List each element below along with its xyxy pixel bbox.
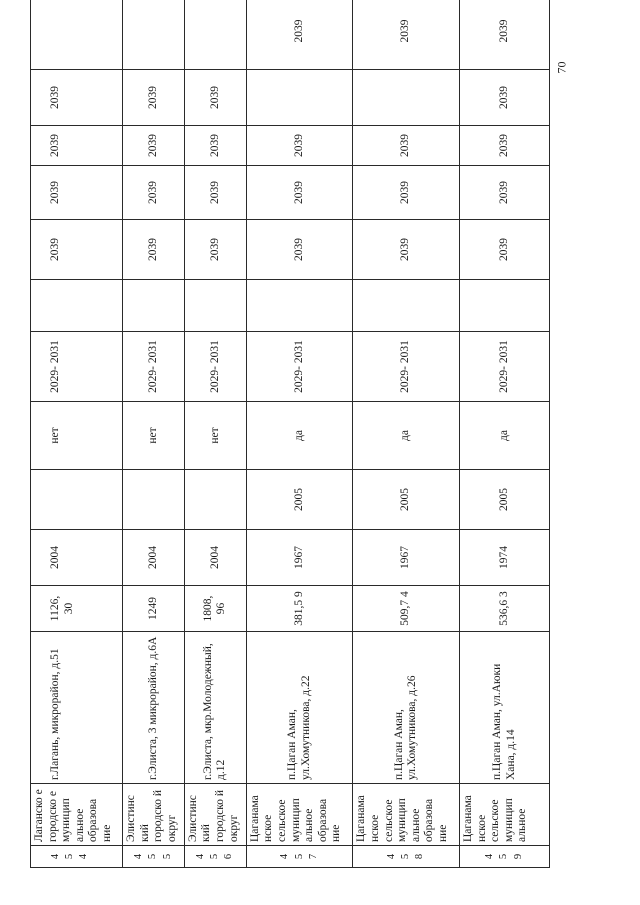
row-number-digit: 4 [78,853,90,860]
area-cell: 509,7 4 [353,586,460,632]
period-cell: 2029- 2031 [246,332,353,402]
row-number-digit: 5 [498,853,510,860]
empty-cell [184,280,246,332]
year-2039-cell: 2039 [184,166,246,220]
row-number-cell [460,846,550,868]
year-2039-cell: 2039 [460,126,550,166]
year-2039-cell: 2039 [353,126,460,166]
year-2039-cell [246,70,353,126]
document-table-rotated [30,19,550,868]
year-built-cell: 2004 [31,530,123,586]
year-cell: 2005 [353,470,460,530]
year-2039-cell [353,70,460,126]
address-cell: г.Элиста, мкр.Молодежный, д.12 [184,632,246,784]
table-row [184,0,246,868]
table-row [460,0,550,868]
table-row [246,0,353,868]
year-2039-cell: 2039 [460,166,550,220]
year-2039-cell [122,0,184,70]
year-2039-cell: 2039 [353,166,460,220]
flag-cell: да [460,402,550,470]
address-cell: п.Цаган Аман, ул.Хомутникова, д.26 [353,632,460,784]
buildings-table [30,0,550,868]
row-number-digit: 6 [223,853,235,860]
flag-cell: да [353,402,460,470]
address-cell: п.Цаган Аман, ул.Хомутникова, д.22 [246,632,353,784]
year-2039-cell: 2039 [122,166,184,220]
row-number-digit: 5 [293,853,305,860]
year-built-cell: 1974 [460,530,550,586]
year-built-cell: 1967 [246,530,353,586]
year-2039-cell: 2039 [246,166,353,220]
address-cell: г.Элиста, 3 микрорайон, д.6А [122,632,184,784]
row-number-digit: 7 [307,853,319,860]
table-row [31,0,123,868]
year-2039-cell: 2039 [122,220,184,280]
row-number-digit: 4 [279,853,291,860]
year-built-cell: 2004 [122,530,184,586]
municipality-cell: Лаганско е городско е муницип альное образова ние [31,784,123,846]
flag-cell: нет [184,402,246,470]
year-2039-cell: 2039 [31,166,123,220]
period-cell: 2029- 2031 [353,332,460,402]
year-2039-cell: 2039 [353,0,460,70]
year-cell [184,470,246,530]
row-number-cell [184,846,246,868]
year-2039-cell: 2039 [31,126,123,166]
table-body [31,0,550,868]
flag-cell: нет [122,402,184,470]
municipality-cell: Цаганама нское сельское муницип альное образова ние [353,784,460,846]
year-2039-cell: 2039 [122,70,184,126]
period-cell: 2029- 2031 [31,332,123,402]
page-number: 70 [554,61,569,74]
year-2039-cell: 2039 [31,220,123,280]
year-cell [31,470,123,530]
year-cell: 2005 [460,470,550,530]
area-cell: 1126, 30 [31,586,123,632]
period-cell: 2029- 2031 [122,332,184,402]
municipality-cell: Цаганама нское сельское муницип альное образова ние [246,784,353,846]
municipality-cell: Элистинс кий городско й округ [122,784,184,846]
municipality-cell: Цаганама нское сельское муницип альное [460,784,550,846]
row-number-cell [246,846,353,868]
year-cell [122,470,184,530]
row-number-digit: 5 [161,853,173,860]
empty-cell [31,280,123,332]
area-cell: 536,6 3 [460,586,550,632]
year-2039-cell [31,0,123,70]
area-cell: 381,5 9 [246,586,353,632]
year-2039-cell: 2039 [246,0,353,70]
year-2039-cell: 2039 [460,220,550,280]
year-built-cell: 1967 [353,530,460,586]
year-built-cell: 2004 [184,530,246,586]
area-cell: 1808, 96 [184,586,246,632]
row-number-digit: 4 [133,853,145,860]
row-number-digit: 4 [484,853,496,860]
year-2039-cell: 2039 [460,0,550,70]
row-number-digit: 8 [414,853,426,860]
year-2039-cell: 2039 [353,220,460,280]
flag-cell: да [246,402,353,470]
row-number-cell [31,846,123,868]
area-cell: 1249 [122,586,184,632]
year-2039-cell: 2039 [246,220,353,280]
table-row [122,0,184,868]
year-2039-cell: 2039 [246,126,353,166]
row-number-digit: 5 [209,853,221,860]
year-2039-cell: 2039 [460,70,550,126]
row-number-digit: 9 [512,853,524,860]
municipality-cell: Элистинс кий городско й округ [184,784,246,846]
year-2039-cell: 2039 [184,220,246,280]
row-number-digit: 4 [385,853,397,860]
flag-cell: нет [31,402,123,470]
year-2039-cell: 2039 [184,126,246,166]
row-number-digit: 5 [64,853,76,860]
address-cell: п.Цаган Аман, ул.Аюки Хана, д.14 [460,632,550,784]
year-cell: 2005 [246,470,353,530]
year-2039-cell: 2039 [184,70,246,126]
row-number-cell [122,846,184,868]
empty-cell [122,280,184,332]
year-2039-cell [184,0,246,70]
year-2039-cell: 2039 [31,70,123,126]
table-row [353,0,460,868]
row-number-cell [353,846,460,868]
row-number-digit: 4 [195,853,207,860]
row-number-digit: 5 [400,853,412,860]
empty-cell [246,280,353,332]
empty-cell [460,280,550,332]
year-2039-cell: 2039 [122,126,184,166]
row-number-digit: 5 [147,853,159,860]
empty-cell [353,280,460,332]
row-number-digit: 4 [50,853,61,860]
address-cell: г.Лагань, микрорайон, д.51 [31,632,123,784]
period-cell: 2029- 2031 [460,332,550,402]
period-cell: 2029- 2031 [184,332,246,402]
